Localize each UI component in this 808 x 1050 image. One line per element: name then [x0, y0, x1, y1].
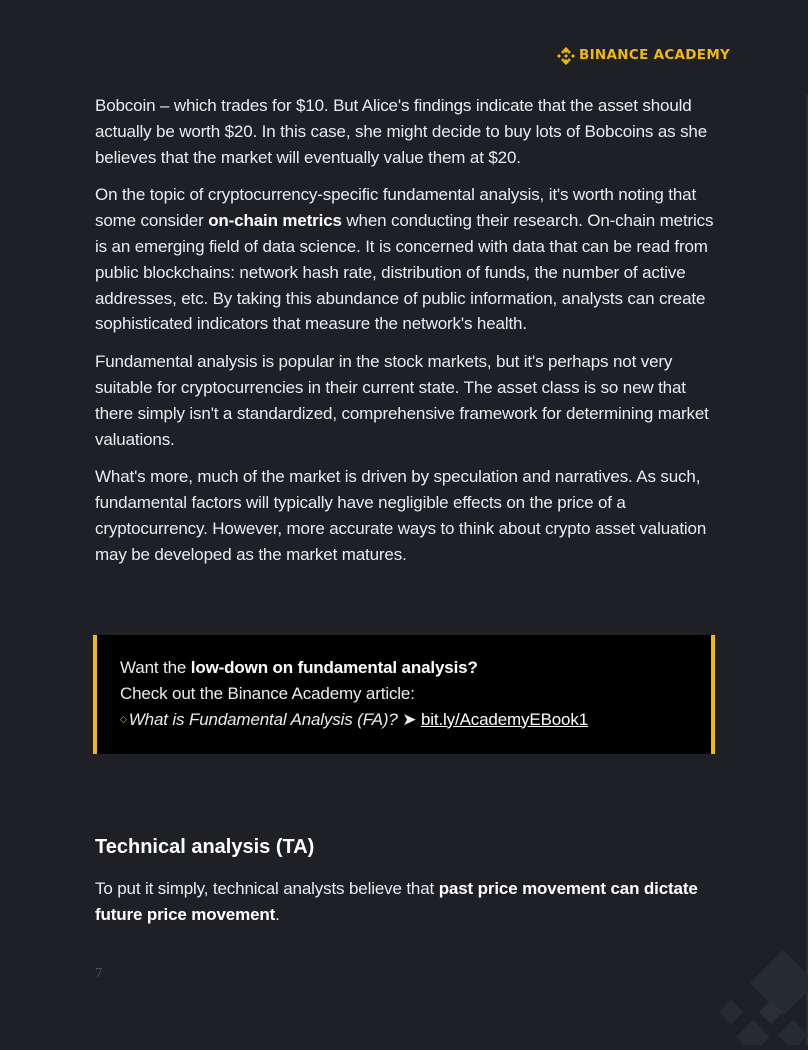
paragraph-text: . [275, 904, 280, 924]
article-link[interactable]: bit.ly/AcademyEBook1 [420, 709, 589, 729]
binance-watermark-icon [698, 935, 808, 1045]
brand-name: BINANCE ACADEMY [579, 47, 731, 64]
diamond-bullet-icon: ◇ [120, 714, 127, 725]
arrow-icon: ➤ [402, 709, 417, 729]
callout-line-2: Check out the Binance Academy article: [120, 683, 415, 703]
bold-term-on-chain-metrics: on-chain metrics [208, 211, 342, 231]
callout-line-3 [120, 707, 711, 733]
paragraph-text: To put it simply, technical analysts believe that [95, 879, 439, 898]
page-number: 7 [95, 966, 103, 980]
section-title: Technical analysis (TA) [95, 836, 315, 858]
paragraph-text: Bobcoin – which trades for $10. But Alice's findings indicate that the asset should actually be worth $20. In this case, she might decide to buy lots of Bobcoins as she believes that the market will eventually value them at $20. [95, 96, 708, 167]
paragraph-ta-intro [95, 876, 720, 928]
bold-term-past-price: past price movement can dictate future price movement [95, 879, 698, 924]
paragraph-text: Fundamental analysis is popular in the stock markets, but it's perhaps not very suitable for cryptocurrencies in their current state. The asset class is so new that there simply isn't a standardized, comprehensive framework for determining market valuations. [95, 352, 709, 449]
paragraph-stock-markets [95, 349, 715, 452]
paragraph-text: when conducting their research. On-chain metrics is an emerging field of data science. It is concerned with data that can be read from public blockchains: network hash rate, distribution of funds, the number of active addresses, etc. By taking this abundance of public information, analysts can create sophisticated indicators that measure the network's health. [95, 211, 714, 334]
callout-bold-text: low-down on fundamental analysis? [190, 658, 478, 677]
paragraph-speculation [95, 464, 715, 567]
brand-header [556, 46, 730, 66]
binance-diamond-icon [556, 46, 576, 66]
paragraph-text: On the topic of cryptocurrency-specific fundamental analysis, it's worth noting that some consider [95, 185, 697, 231]
paragraph-on-chain [95, 182, 715, 337]
callout-prefix: Want the [120, 658, 191, 677]
article-title: What is Fundamental Analysis (FA)? [128, 709, 398, 729]
article-body [95, 93, 715, 580]
paragraph-bobcoin [95, 93, 715, 170]
callout-line-1 [120, 655, 711, 681]
paragraph-text: What's more, much of the market is driven by speculation and narratives. As such, fundamental factors will typically have negligible effects on the price of a cryptocurrency. However, more accurate ways to think about crypto asset valuation may be developed as the market matures. [95, 467, 707, 564]
callout-box [93, 635, 715, 754]
